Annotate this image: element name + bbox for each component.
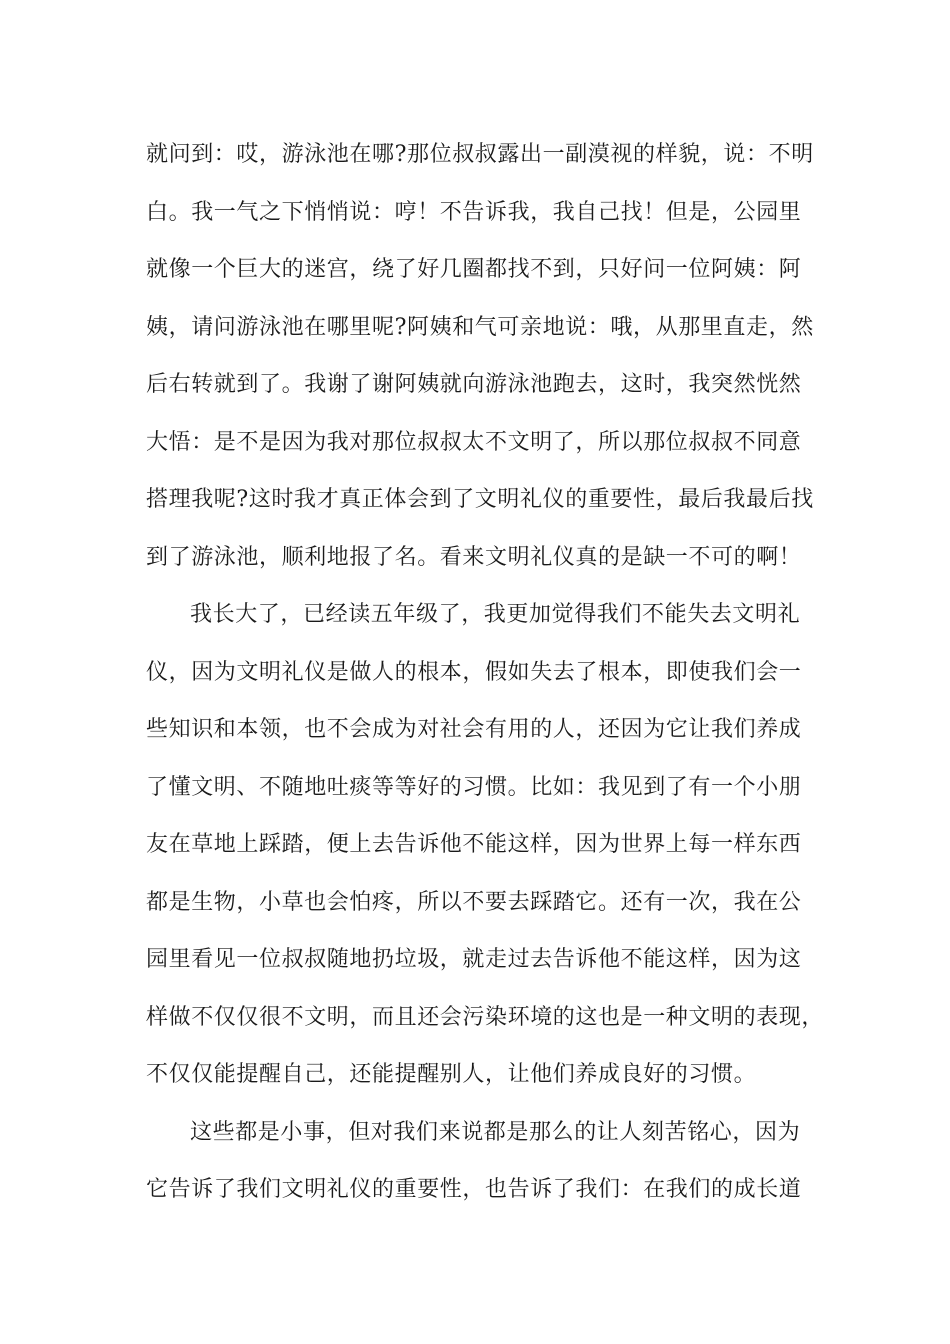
text-line: 友在草地上踩踏，便上去告诉他不能这样，因为世界上每一样东西: [146, 832, 802, 857]
text-line: 大悟：是不是因为我对那位叔叔太不文明了，所以那位叔叔不同意: [146, 429, 802, 455]
text-line: 园里看见一位叔叔随地扔垃圾，就走过去告诉他不能这样，因为这: [146, 947, 802, 972]
text-line: 白。我一气之下悄悄说：哼！不告诉我，我自己找！但是，公园里: [146, 199, 802, 225]
text-line: 了懂文明、不随地吐痰等等好的习惯。比如：我见到了有一个小朋: [146, 774, 802, 800]
paragraph-start-line: 我长大了，已经读五年级了，我更加觉得我们不能失去文明礼: [190, 602, 801, 627]
text-line: 不仅仅能提醒自己，还能提醒别人，让他们养成良好的习惯。: [146, 1062, 757, 1087]
text-line: 后右转就到了。我谢了谢阿姨就向游泳池跑去，这时，我突然恍然: [146, 372, 802, 397]
paragraph-start-line: 这些都是小事，但对我们来说都是那么的让人刻苦铭心，因为: [190, 1119, 801, 1145]
text-line: 它告诉了我们文明礼仪的重要性，也告诉了我们：在我们的成长道: [146, 1177, 802, 1202]
text-line: 样做不仅仅很不文明，而且还会污染环境的这也是一种文明的表现，: [146, 1004, 825, 1030]
document-body: [146, 126, 826, 1219]
text-line: 就问到：哎，游泳池在哪?那位叔叔露出一副漠视的样貌，说：不明: [146, 142, 814, 167]
text-line: 些知识和本领，也不会成为对社会有用的人，还因为它让我们养成: [146, 717, 802, 742]
text-line: 姨，请问游泳池在哪里呢?阿姨和气可亲地说：哦，从那里直走，然: [146, 314, 814, 340]
text-line: 到了游泳池，顺利地报了名。看来文明礼仪真的是缺一不可的啊！: [146, 544, 802, 570]
text-line: 仪，因为文明礼仪是做人的根本，假如失去了根本，即使我们会一: [146, 659, 802, 685]
text-line: 都是生物，小草也会怕疼，所以不要去踩踏它。还有一次，我在公: [146, 889, 802, 915]
text-line: 搭理我呢?这时我才真正体会到了文明礼仪的重要性，最后我最后找: [146, 487, 814, 512]
text-line: 就像一个巨大的迷宫，绕了好几圈都找不到，只好问一位阿姨：阿: [146, 257, 802, 282]
